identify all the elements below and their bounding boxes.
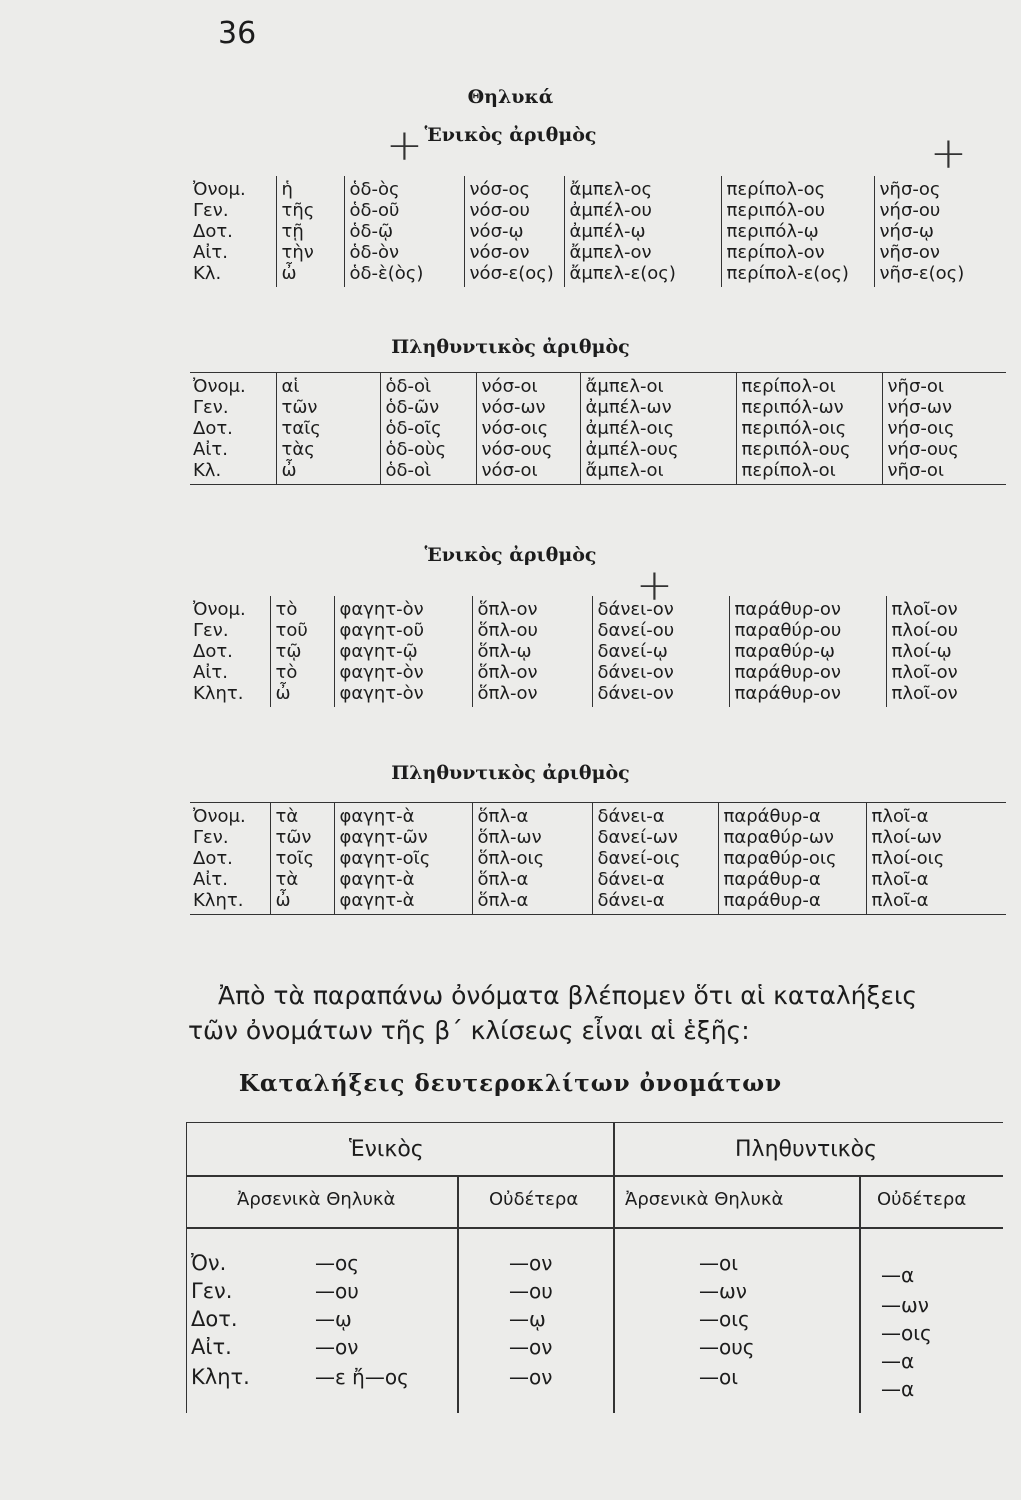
cell-article: τὰς: [276, 439, 380, 460]
singular-masc-fem-ending: —ος: [315, 1251, 359, 1275]
table-row: [190, 221, 1006, 242]
cell-article: τοῖς: [270, 848, 334, 869]
plural-neuter-ending: —α: [881, 1377, 915, 1401]
cell-word-3: ἀμπέλ-ῳ: [564, 221, 721, 242]
cell-word-3: ἀμπέλ-ων: [580, 397, 736, 418]
handwritten-plus-mark: +: [386, 120, 423, 171]
table-row: [190, 869, 1006, 890]
cell-article: τὰ: [270, 869, 334, 890]
cell-word-2: ὅπλ-ον: [472, 596, 592, 620]
cell-article: τῶν: [276, 397, 380, 418]
cell-word-1: ὁδ-ὲ(ὸς): [344, 263, 464, 287]
singular-neuter-ending: —ον: [509, 1335, 553, 1359]
cell-word-4: παράθυρ-α: [718, 869, 866, 890]
cell-word-1: φαγητ-ὰ: [334, 803, 472, 828]
cell-word-1: φαγητ-ὰ: [334, 890, 472, 915]
cell-word-5: πλοί-οις: [866, 848, 1006, 869]
endings-plural-header: Πληθυντικὸς: [735, 1137, 878, 1162]
neuter-singular-table: [190, 596, 1006, 707]
cell-word-3: ἀμπέλ-οις: [580, 418, 736, 439]
cell-word-5: πλοῖ-ον: [886, 683, 1006, 707]
summary-sentence: [188, 978, 988, 1048]
cell-word-5: νῆσ-οι: [882, 460, 1006, 485]
cell-word-1: ὁδ-οὺς: [380, 439, 476, 460]
cell-word-5: νῆσ-οι: [882, 373, 1006, 398]
cell-word-3: δάνει-ον: [592, 596, 729, 620]
plural-neuter-ending: —α: [881, 1263, 915, 1287]
cell-word-4: περίπολ-ος: [721, 176, 874, 200]
cell-word-3: ἄμπελ-οι: [580, 460, 736, 485]
cell-word-4: παράθυρ-ον: [729, 683, 886, 707]
handwritten-plus-mark: +: [930, 128, 967, 179]
cell-word-3: δάνει-α: [592, 890, 718, 915]
table-row: [190, 176, 1006, 200]
cell-word-2: νόσ-ους: [476, 439, 580, 460]
cell-word-3: ἀμπέλ-ους: [580, 439, 736, 460]
singular-masc-fem-ending: —ῳ: [315, 1307, 352, 1331]
cell-word-2: ὅπλ-α: [472, 869, 592, 890]
cell-word-5: πλοῖ-ον: [886, 596, 1006, 620]
singular-masc-fem-ending: —ον: [315, 1335, 359, 1359]
endings-table-title: Καταλήξεις δευτεροκλίτων ὀνομάτων: [238, 1070, 783, 1097]
cell-case: Αἰτ.: [193, 439, 228, 460]
cell-word-4: παράθυρ-α: [718, 803, 866, 828]
cell-word-4: περιπόλ-ους: [736, 439, 882, 460]
cell-article: ὦ: [270, 890, 334, 915]
cell-case: Δοτ.: [193, 221, 233, 242]
cell-word-2: νόσ-οι: [476, 373, 580, 398]
cell-word-5: πλοί-ων: [866, 827, 1006, 848]
cell-word-1: ὁδ-οῦ: [344, 200, 464, 221]
cell-word-4: περίπολ-οι: [736, 373, 882, 398]
cell-word-3: ἄμπελ-οι: [580, 373, 736, 398]
cell-case: Δοτ.: [193, 641, 233, 662]
cell-word-2: ὅπλ-α: [472, 803, 592, 828]
singular-masc-fem-ending: —ου: [315, 1279, 359, 1303]
table-row: [190, 439, 1006, 460]
handwritten-plus-mark: +: [636, 560, 673, 611]
cell-article: ὦ: [276, 263, 344, 287]
cell-case: Ὀνομ.: [193, 806, 246, 827]
plural-masc-fem-ending: —οι: [699, 1365, 739, 1389]
feminine-singular-table: [190, 176, 1006, 287]
cell-word-5: νήσ-ου: [874, 200, 1006, 221]
table-row: [190, 242, 1006, 263]
cell-case: Ὀνομ.: [193, 179, 246, 200]
cell-case: Κλητ.: [193, 683, 244, 704]
neuter-plural-heading: Πληθυντικὸς ἀριθμὸς: [391, 762, 630, 784]
cell-word-5: πλοῖ-α: [866, 890, 1006, 915]
case-label: Αἰτ.: [191, 1335, 232, 1359]
cell-word-3: δάνει-ον: [592, 683, 729, 707]
cell-word-1: ὁδ-ῶν: [380, 397, 476, 418]
cell-word-1: ὁδ-οὶ: [380, 460, 476, 485]
cell-word-1: φαγητ-ὸν: [334, 662, 472, 683]
cell-word-3: δάνει-α: [592, 869, 718, 890]
cell-word-4: παράθυρ-ον: [729, 662, 886, 683]
singular-neuter-ending: —ου: [509, 1279, 553, 1303]
cell-word-3: δανεί-ῳ: [592, 641, 729, 662]
case-label: Γεν.: [191, 1279, 233, 1303]
cell-word-4: περιπόλ-ων: [736, 397, 882, 418]
cell-word-5: νῆσ-ε(ος): [874, 263, 1006, 287]
feminine-plural-table: [190, 372, 1006, 485]
cell-word-5: νήσ-ους: [882, 439, 1006, 460]
cell-word-5: πλοῖ-α: [866, 869, 1006, 890]
cell-word-3: ἄμπελ-ος: [564, 176, 721, 200]
cell-word-5: πλοῖ-α: [866, 803, 1006, 828]
cell-article: ὦ: [276, 460, 380, 485]
cell-word-4: περίπολ-ον: [721, 242, 874, 263]
cell-word-1: φαγητ-ῶν: [334, 827, 472, 848]
cell-case: Ὀνομ.: [193, 376, 246, 397]
endings-plural-masc-fem-header: Ἀρσενικὰ Θηλυκὰ: [625, 1189, 784, 1210]
cell-word-5: νήσ-ῳ: [874, 221, 1006, 242]
cell-word-4: παραθύρ-ων: [718, 827, 866, 848]
table-row: [190, 460, 1006, 485]
table-row: [190, 827, 1006, 848]
cell-word-5: νῆσ-ος: [874, 176, 1006, 200]
cell-word-1: ὁδ-οῖς: [380, 418, 476, 439]
cell-word-4: παραθύρ-ῳ: [729, 641, 886, 662]
plural-masc-fem-ending: —ους: [699, 1335, 755, 1359]
feminine-plural-heading: Πληθυντικὸς ἀριθμὸς: [391, 336, 630, 358]
table-row: [190, 200, 1006, 221]
cell-case: Γεν.: [193, 620, 229, 641]
singular-neuter-ending: —ον: [509, 1365, 553, 1389]
table-row: [190, 848, 1006, 869]
plural-neuter-ending: —οις: [881, 1321, 932, 1345]
cell-word-4: περίπολ-ε(ος): [721, 263, 874, 287]
cell-word-5: πλοῖ-ον: [886, 662, 1006, 683]
neuter-singular-heading: Ἑνικὸς ἀριθμὸς: [424, 544, 597, 566]
cell-word-1: φαγητ-ὰ: [334, 869, 472, 890]
cell-word-1: ὁδ-ὸν: [344, 242, 464, 263]
cell-word-2: ὅπλ-ον: [472, 683, 592, 707]
cell-case: Δοτ.: [193, 418, 233, 439]
cell-word-4: παραθύρ-ου: [729, 620, 886, 641]
section-title: Θηλυκά: [467, 86, 554, 108]
cell-word-2: ὅπλ-ῳ: [472, 641, 592, 662]
summary-line-1: Ἀπὸ τὰ παραπάνω ὀνόματα βλέπομεν ὅτι αἱ καταλήξεις: [218, 981, 918, 1010]
summary-line-2: τῶν ὀνομάτων τῆς β΄ κλίσεως εἶναι αἱ ἑξῆς:: [188, 1016, 750, 1045]
singular-neuter-ending: —ῳ: [509, 1307, 546, 1331]
table-row: [190, 641, 1006, 662]
case-label: Δοτ.: [191, 1307, 238, 1331]
feminine-singular-heading: Ἑνικὸς ἀριθμὸς: [424, 124, 597, 146]
cell-word-5: νήσ-οις: [882, 418, 1006, 439]
plural-masc-fem-ending: —οι: [699, 1251, 739, 1275]
table-row: [190, 803, 1006, 828]
cell-word-4: περίπολ-οι: [736, 460, 882, 485]
cell-word-3: ἄμπελ-ον: [564, 242, 721, 263]
cell-article: ὦ: [270, 683, 334, 707]
cell-case: Ὀνομ.: [193, 599, 246, 620]
cell-article: τὰ: [270, 803, 334, 828]
cell-article: τὸ: [270, 596, 334, 620]
cell-word-2: ὅπλ-ον: [472, 662, 592, 683]
cell-word-4: παράθυρ-ον: [729, 596, 886, 620]
singular-masc-fem-ending: —ε ἤ—ος: [315, 1365, 409, 1389]
cell-word-5: νήσ-ων: [882, 397, 1006, 418]
cell-article: ἡ: [276, 176, 344, 200]
cell-word-3: δάνει-α: [592, 803, 718, 828]
cell-word-5: πλοί-ου: [886, 620, 1006, 641]
cell-word-3: δανεί-οις: [592, 848, 718, 869]
endings-table: [186, 1122, 1003, 1413]
cell-article: τῆς: [276, 200, 344, 221]
cell-article: τῇ: [276, 221, 344, 242]
plural-masc-fem-ending: —οις: [699, 1307, 750, 1331]
cell-word-4: παράθυρ-α: [718, 890, 866, 915]
cell-word-3: ἀμπέλ-ου: [564, 200, 721, 221]
cell-word-4: περιπόλ-ῳ: [721, 221, 874, 242]
cell-article: τὴν: [276, 242, 344, 263]
table-row: [190, 418, 1006, 439]
cell-word-1: ὁδ-ὸς: [344, 176, 464, 200]
cell-case: Αἰτ.: [193, 869, 228, 890]
cell-word-4: παραθύρ-οις: [718, 848, 866, 869]
cell-article: ταῖς: [276, 418, 380, 439]
cell-word-2: ὅπλ-οις: [472, 848, 592, 869]
table-row: [190, 620, 1006, 641]
cell-word-3: ἄμπελ-ε(ος): [564, 263, 721, 287]
cell-word-1: φαγητ-ὸν: [334, 596, 472, 620]
cell-word-3: δανεί-ου: [592, 620, 729, 641]
cell-word-1: φαγητ-ὸν: [334, 683, 472, 707]
cell-word-2: νόσ-ε(ος): [464, 263, 564, 287]
cell-case: Γεν.: [193, 827, 229, 848]
endings-singular-neuter-header: Οὐδέτερα: [489, 1189, 579, 1210]
cell-article: τῷ: [270, 641, 334, 662]
cell-case: Κλ.: [193, 460, 222, 481]
cell-word-3: δάνει-ον: [592, 662, 729, 683]
neuter-plural-table: [190, 802, 1006, 915]
cell-word-1: φαγητ-ῷ: [334, 641, 472, 662]
cell-case: Κλ.: [193, 263, 222, 284]
cell-case: Κλητ.: [193, 890, 244, 911]
cell-word-1: ὁδ-οὶ: [380, 373, 476, 398]
table-row: [190, 662, 1006, 683]
singular-neuter-ending: —ον: [509, 1251, 553, 1275]
cell-case: Γεν.: [193, 200, 229, 221]
cell-word-1: φαγητ-οῦ: [334, 620, 472, 641]
table-row: [190, 596, 1006, 620]
cell-word-2: νόσ-ων: [476, 397, 580, 418]
cell-word-4: περιπόλ-οις: [736, 418, 882, 439]
plural-masc-fem-ending: —ων: [699, 1279, 747, 1303]
cell-word-1: ὁδ-ῷ: [344, 221, 464, 242]
cell-article: τῶν: [270, 827, 334, 848]
plural-neuter-ending: —ων: [881, 1293, 929, 1317]
page-number: 36: [218, 16, 257, 51]
cell-article: τοῦ: [270, 620, 334, 641]
cell-word-1: φαγητ-οῖς: [334, 848, 472, 869]
table-row: [190, 373, 1006, 398]
cell-case: Αἰτ.: [193, 662, 228, 683]
table-row: [190, 683, 1006, 707]
plural-neuter-ending: —α: [881, 1349, 915, 1373]
cell-word-2: νόσ-οι: [476, 460, 580, 485]
cell-word-2: νόσ-ῳ: [464, 221, 564, 242]
table-row: [190, 397, 1006, 418]
cell-word-2: νόσ-ου: [464, 200, 564, 221]
case-label: Κλητ.: [191, 1365, 250, 1389]
cell-word-2: νόσ-ος: [464, 176, 564, 200]
cell-article: αἱ: [276, 373, 380, 398]
endings-plural-neuter-header: Οὐδέτερα: [877, 1189, 967, 1210]
cell-case: Δοτ.: [193, 848, 233, 869]
cell-word-2: νόσ-οις: [476, 418, 580, 439]
endings-singular-header: Ἑνικὸς: [349, 1137, 424, 1162]
cell-word-2: ὅπλ-ου: [472, 620, 592, 641]
cell-word-2: ὅπλ-ων: [472, 827, 592, 848]
cell-case: Γεν.: [193, 397, 229, 418]
cell-word-3: δανεί-ων: [592, 827, 718, 848]
table-row: [190, 263, 1006, 287]
cell-word-2: νόσ-ον: [464, 242, 564, 263]
table-row: [190, 890, 1006, 915]
endings-singular-masc-fem-header: Ἀρσενικὰ Θηλυκὰ: [237, 1189, 396, 1210]
cell-word-2: ὅπλ-α: [472, 890, 592, 915]
cell-word-5: νῆσ-ον: [874, 242, 1006, 263]
cell-case: Αἰτ.: [193, 242, 228, 263]
cell-word-5: πλοί-ῳ: [886, 641, 1006, 662]
cell-article: τὸ: [270, 662, 334, 683]
cell-word-4: περιπόλ-ου: [721, 200, 874, 221]
case-label: Ὀν.: [191, 1251, 227, 1275]
